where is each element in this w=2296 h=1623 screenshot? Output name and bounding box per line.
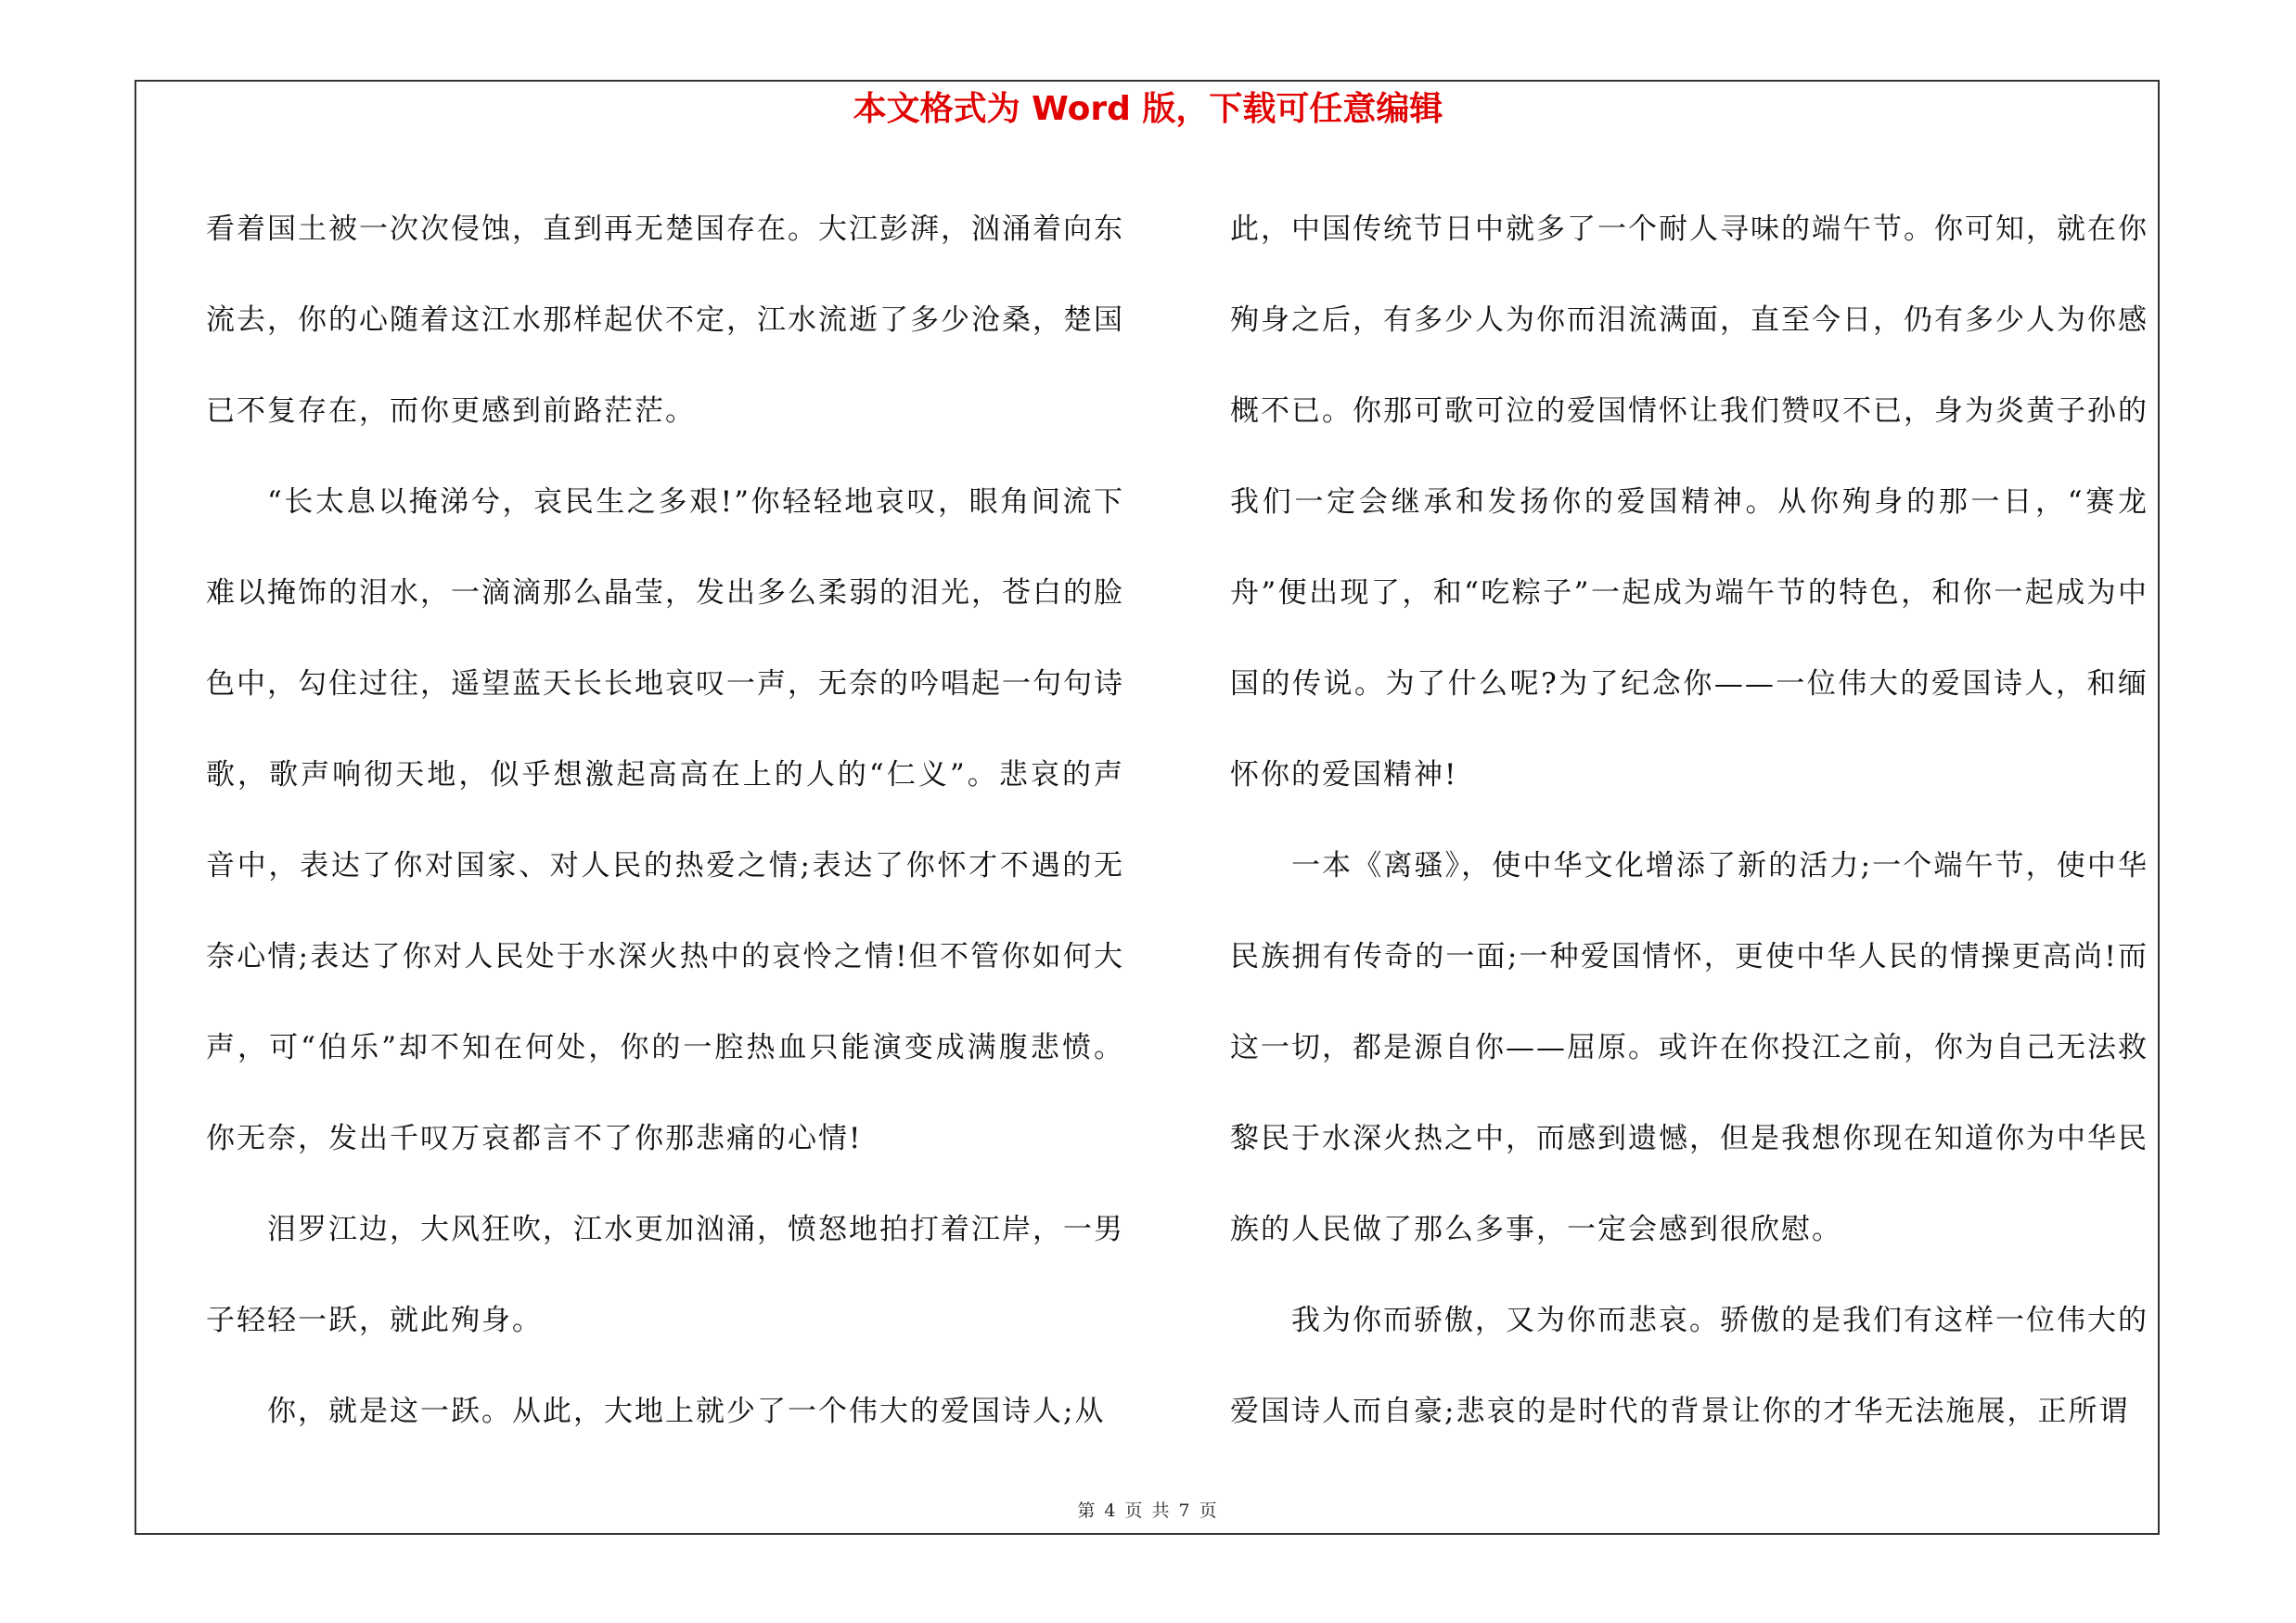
page-number-footer: 第 4 页 共 7 页 — [1077, 1501, 1219, 1521]
paragraph: 看着国土被一次次侵蚀，直到再无楚国存在。大江彭湃，汹涌着向东流去，你的心随着这江水那样起伏不定，江水流逝了多少沧桑，楚国已不复存在，而你更感到前路茫茫。 — [206, 213, 1124, 428]
paragraph: 我为你而骄傲，又为你而悲哀。骄傲的是我们有这样一位伟大的爱国诗人而自豪;悲哀的是时代的背景让你的才华无法施展，正所谓 — [1230, 1304, 2148, 1428]
paragraph: “长太息以掩涕兮，哀民生之多艰!”你轻轻地哀叹，眼角间流下难以掩饰的泪水，一滴滴那么晶莹，发出多么柔弱的泪光，苍白的脸色中，勾住过往，遥望蓝天长长地哀叹一声，无奈的吟唱起一句句诗歌，歌声响彻天地，似乎想激起高高在上的人的“仁义”。悲哀的声音中，表达了你对国家、对人民的热爱之情;表达了你怀才不遇的无奈心情;表达了你对人民处于水深火热中的哀怜之情!但不管你如何大声，可“伯乐”却不知在何处，你的一腔热血只能演变成满腹悲愤。你无奈，发出千叹万哀都言不了你那悲痛的心情! — [206, 485, 1124, 1155]
paragraph: 你，就是这一跃。从此，大地上就少了一个伟大的爱国诗人;从 — [267, 1395, 1106, 1428]
paragraph: 泪罗江边，大风狂吹，江水更加汹涌，愤怒地拍打着江岸，一男子轻轻一跃，就此殉身。 — [206, 1213, 1124, 1337]
paragraph: 此，中国传统节日中就多了一个耐人寻味的端午节。你可知，就在你殉身之后，有多少人为你而泪流满面，直至今日，仍有多少人为你感概不已。你那可歌可泣的爱国情怀让我们赞叹不已，身为炎黄子孙的我们一定会继承和发扬你的爱国精神。从你殉身的那一日，“赛龙舟”便出现了，和“吃粽子”一起成为端午节的特色，和你一起成为中国的传说。为了什么呢?为了纪念你——一位伟大的爱国诗人，和缅怀你的爱国精神! — [1230, 213, 2148, 792]
right-text-column — [1230, 184, 2148, 1457]
left-text-column — [206, 184, 1124, 1457]
format-notice-banner: 本文格式为 Word 版，下载可任意编辑 — [853, 90, 1443, 128]
paragraph: 一本《离骚》，使中华文化增添了新的活力;一个端午节，使中华民族拥有传奇的一面;一种爱国情怀，更使中华人民的情操更高尚!而这一切，都是源自你——屈原。或许在你投江之前，你为自己无法救黎民于水深火热之中，而感到遗憾，但是我想你现在知道你为中华民族的人民做了那么多事，一定会感到很欣慰。 — [1230, 849, 2148, 1246]
